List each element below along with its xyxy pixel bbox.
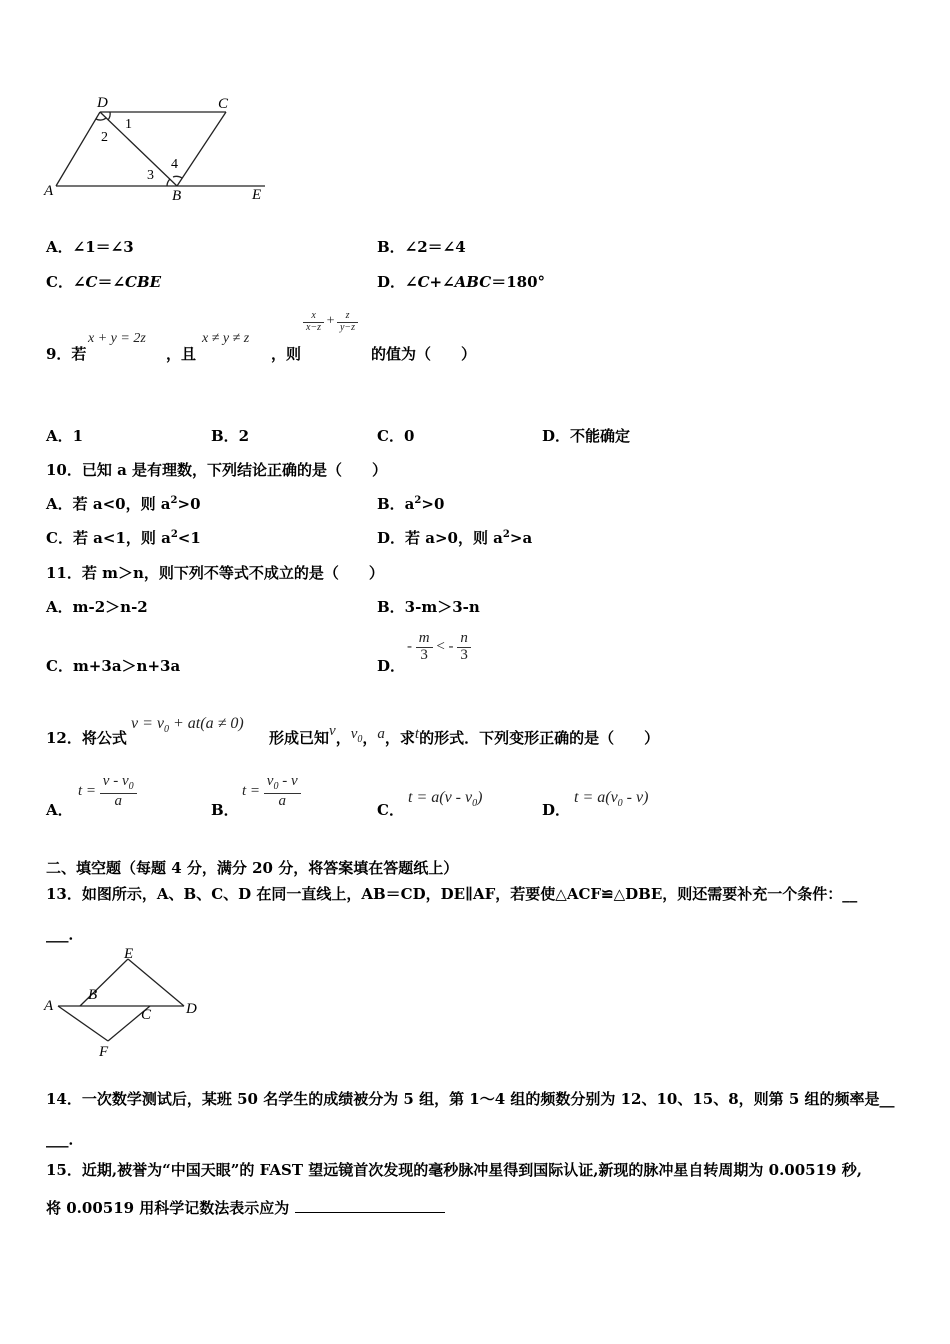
- q12-mid-text: 形成已知: [269, 729, 330, 747]
- q9-tail: 的值为（ ）: [371, 345, 477, 363]
- q12-formula: [131, 715, 244, 735]
- q12-var-v0: [350, 726, 363, 745]
- q12-formula-main: v = v: [131, 715, 164, 732]
- q12-option-b[interactable]: [211, 799, 239, 820]
- q12-a-den: a: [114, 792, 122, 809]
- q10-a-pre: A．若 a<0，则 a: [46, 495, 171, 513]
- q15-line2: [46, 1197, 445, 1218]
- q9-frac2: [337, 311, 358, 333]
- line-cb: [177, 112, 226, 186]
- q11-d-expression: [407, 631, 471, 664]
- q12-option-c[interactable]: [377, 799, 404, 820]
- q12-var-t: t: [414, 726, 420, 742]
- q9-lead: 9．若: [46, 345, 87, 363]
- q12-var-v: v: [329, 723, 336, 739]
- q11-d-num2: n: [457, 631, 471, 648]
- q10-b-post: >0: [421, 495, 445, 513]
- q11-d-frac2: [457, 631, 471, 664]
- fig2-label-b: B: [88, 987, 98, 1003]
- fig1-label-a: A: [44, 183, 54, 199]
- q10-option-d[interactable]: [377, 527, 532, 548]
- q11-d-neg1: -: [407, 638, 412, 655]
- angle-arc-3: [167, 179, 170, 186]
- q11-d-lt: < -: [436, 638, 454, 655]
- fig1-label-b: B: [172, 188, 182, 204]
- q12-b-label: B．: [211, 801, 239, 819]
- q12-d-expr-post: - v): [622, 789, 649, 806]
- q8-c-math2: CBE: [125, 273, 162, 291]
- q12-option-a[interactable]: [46, 799, 73, 820]
- q8-d-suffix: ＝180°: [491, 273, 546, 291]
- q8-option-c[interactable]: [46, 271, 161, 292]
- q12-a-expr: [78, 774, 137, 809]
- q12-b-num-post: - v: [278, 773, 298, 789]
- q10-a-post: >0: [177, 495, 201, 513]
- q9-frac1-den: x−z: [306, 321, 322, 333]
- q9-option-a[interactable]: A．1: [46, 427, 84, 445]
- q10-d-pre: D．若 a>0，则 a: [377, 529, 503, 547]
- q9-option-c[interactable]: C．0: [377, 427, 415, 445]
- q9-option-b[interactable]: B．2: [211, 427, 250, 445]
- q10-d-post: >a: [509, 529, 533, 547]
- q10-c-sup: 2: [170, 529, 178, 540]
- q11-option-c[interactable]: C．m+3a＞n+3a: [46, 657, 181, 675]
- q12-b-num-pre: v: [266, 773, 274, 789]
- q9-frac2-num: z: [337, 311, 358, 323]
- q10-stem: 10．已知 a 是有理数，下列结论正确的是（ ）: [46, 461, 388, 479]
- fig1-angle-4: 4: [171, 157, 178, 172]
- q12-a-num-main: v - v: [102, 773, 129, 789]
- q12-d-expr-sub: 0: [617, 798, 623, 810]
- q12-d-expr: [574, 789, 648, 809]
- q9-frac1-num: x: [303, 311, 324, 323]
- q12-formula-sub: 0: [164, 724, 169, 736]
- fig2-label-c: C: [141, 1007, 152, 1023]
- q8-c-math: C: [85, 273, 98, 291]
- q12-var-a: a: [377, 726, 385, 742]
- fig2-label-a: A: [44, 998, 54, 1014]
- fig1-label-c: C: [218, 96, 229, 112]
- q8-d-math: C: [417, 273, 430, 291]
- q11-option-b[interactable]: B．3-m＞3-n: [377, 598, 480, 616]
- q12-sep2: ，: [362, 729, 378, 747]
- q12-b-frac: [264, 774, 301, 809]
- q9-frac1: [303, 311, 324, 333]
- q12-c-label: C．: [377, 801, 404, 819]
- fig2-label-f: F: [99, 1044, 109, 1060]
- q14-line2: ___．: [46, 1130, 84, 1148]
- figure-parallelogram: [40, 92, 280, 210]
- q9-plus: +: [326, 313, 335, 329]
- q12-formula-rest: + at(a ≠ 0): [169, 715, 244, 732]
- q12-lead: 12．将公式: [46, 729, 127, 747]
- q12-var-v0-sub: 0: [357, 734, 363, 745]
- q12-b-num: [264, 774, 301, 794]
- q12-tail: 的形式．下列变形正确的是（ ）: [419, 729, 660, 747]
- q12-a-t: t =: [78, 783, 97, 800]
- q12-mid2: ，求: [384, 729, 415, 747]
- q11-d-frac1: [416, 631, 433, 664]
- q10-c-pre: C．若 a<1，则 a: [46, 529, 171, 547]
- q12-var-v0-main: v: [350, 726, 358, 742]
- q12-option-d[interactable]: [542, 799, 570, 820]
- q10-option-c[interactable]: [46, 527, 201, 548]
- q8-c-prefix: C．∠: [46, 273, 86, 291]
- q8-option-a[interactable]: A．∠1＝∠3: [46, 238, 134, 256]
- q8-option-d[interactable]: [377, 271, 545, 292]
- q9-option-d[interactable]: D．不能确定: [542, 427, 631, 445]
- q10-a-sup: 2: [170, 495, 178, 506]
- q12-a-num-sub: 0: [128, 781, 134, 792]
- q10-option-b[interactable]: [377, 493, 444, 514]
- q10-option-a[interactable]: [46, 493, 201, 514]
- q12-d-label: D．: [542, 801, 571, 819]
- q12-b-den: a: [278, 792, 286, 809]
- q11-option-a[interactable]: A．m-2＞n-2: [46, 598, 148, 616]
- line-ed: [128, 959, 184, 1006]
- angle-arc-1: [108, 112, 110, 120]
- q10-c-post: <1: [177, 529, 201, 547]
- angle-arc-2: [96, 118, 106, 120]
- angle-arc-4: [173, 176, 182, 178]
- q9-mid1: ，且: [166, 345, 197, 363]
- fig1-angle-3: 3: [147, 168, 154, 183]
- q10-b-pre: B．a: [377, 495, 415, 513]
- line-af: [58, 1006, 108, 1041]
- q11-d-label: D．: [377, 657, 406, 675]
- q12-b-num-sub: 0: [273, 781, 279, 792]
- q12-b-expr: [242, 774, 301, 809]
- line-db: [100, 112, 177, 186]
- q12-a-num: [100, 774, 137, 794]
- fig1-angle-1: 1: [125, 117, 132, 132]
- fig1-angle-2: 2: [101, 130, 108, 145]
- q8-d-math2: ABC: [454, 273, 492, 291]
- q11-d-den1: 3: [420, 646, 428, 663]
- q14-line1: 14．一次数学测试后，某班 50 名学生的成绩被分为 5 组，第 1～4 组的频数分别为 12、10、15、8，则第 5 组的频率是__: [46, 1090, 895, 1108]
- q10-b-sup: 2: [414, 495, 422, 506]
- q12-d-expr-pre: t = a(v: [574, 789, 618, 806]
- q15-line2-text: 将 0.00519 用科学记数法表示应为: [46, 1199, 290, 1217]
- q9-cond2: x ≠ y ≠ z: [202, 331, 250, 346]
- fig2-label-d: D: [186, 1001, 197, 1017]
- q9-mid2: ，则: [271, 345, 302, 363]
- q12-mid: [269, 723, 660, 750]
- q11-stem: 11．若 m＞n，则下列不等式不成立的是（ ）: [46, 564, 384, 582]
- line-ad: [56, 112, 100, 186]
- q8-c-eq: ＝∠: [97, 273, 126, 291]
- fig1-label-e: E: [252, 187, 262, 203]
- q11-option-d[interactable]: [377, 655, 405, 676]
- q12-c-expr-pre: t = a(v - v: [408, 789, 473, 806]
- q12-b-t: t =: [242, 783, 261, 800]
- q15-answer-blank[interactable]: [295, 1198, 445, 1213]
- q15-line1: 15．近期,被誉为“中国天眼”的 FAST 望远镜首次发现的毫秒脉冲星得到国际认证,新现的脉冲星自转周期为 0.00519 秒,: [46, 1161, 862, 1179]
- q9-expression: [303, 311, 358, 333]
- q10-d-sup: 2: [502, 529, 510, 540]
- q11-d-den2: 3: [460, 646, 468, 663]
- q8-d-mid: +∠: [429, 273, 455, 291]
- q9-frac2-den: y−z: [339, 321, 356, 333]
- q12-c-expr: [408, 789, 482, 809]
- q12-a-frac: [100, 774, 137, 809]
- q12-sep1: ，: [335, 729, 351, 747]
- q12-a-label: A．: [46, 801, 73, 819]
- q12-c-expr-sub: 0: [472, 798, 478, 810]
- q12-c-expr-post: ): [477, 789, 483, 806]
- q8-option-b[interactable]: B．∠2＝∠4: [377, 238, 466, 256]
- q11-d-num1: m: [416, 631, 433, 648]
- q9-cond1: x + y = 2z: [88, 331, 146, 346]
- q13-line1: 13．如图所示，A、B、C、D 在同一直线上，AB＝CD，DE∥AF，若要使△ACF≌△DBE，则还需要补充一个条件：__: [46, 885, 858, 903]
- fig2-label-e: E: [124, 946, 134, 962]
- q8-d-prefix: D．∠: [377, 273, 418, 291]
- section-heading: 二、填空题（每题 4 分，满分 20 分，将答案填在答题纸上）: [46, 859, 459, 877]
- q13-line2: ___．: [46, 925, 84, 943]
- fig1-label-d: D: [97, 95, 108, 111]
